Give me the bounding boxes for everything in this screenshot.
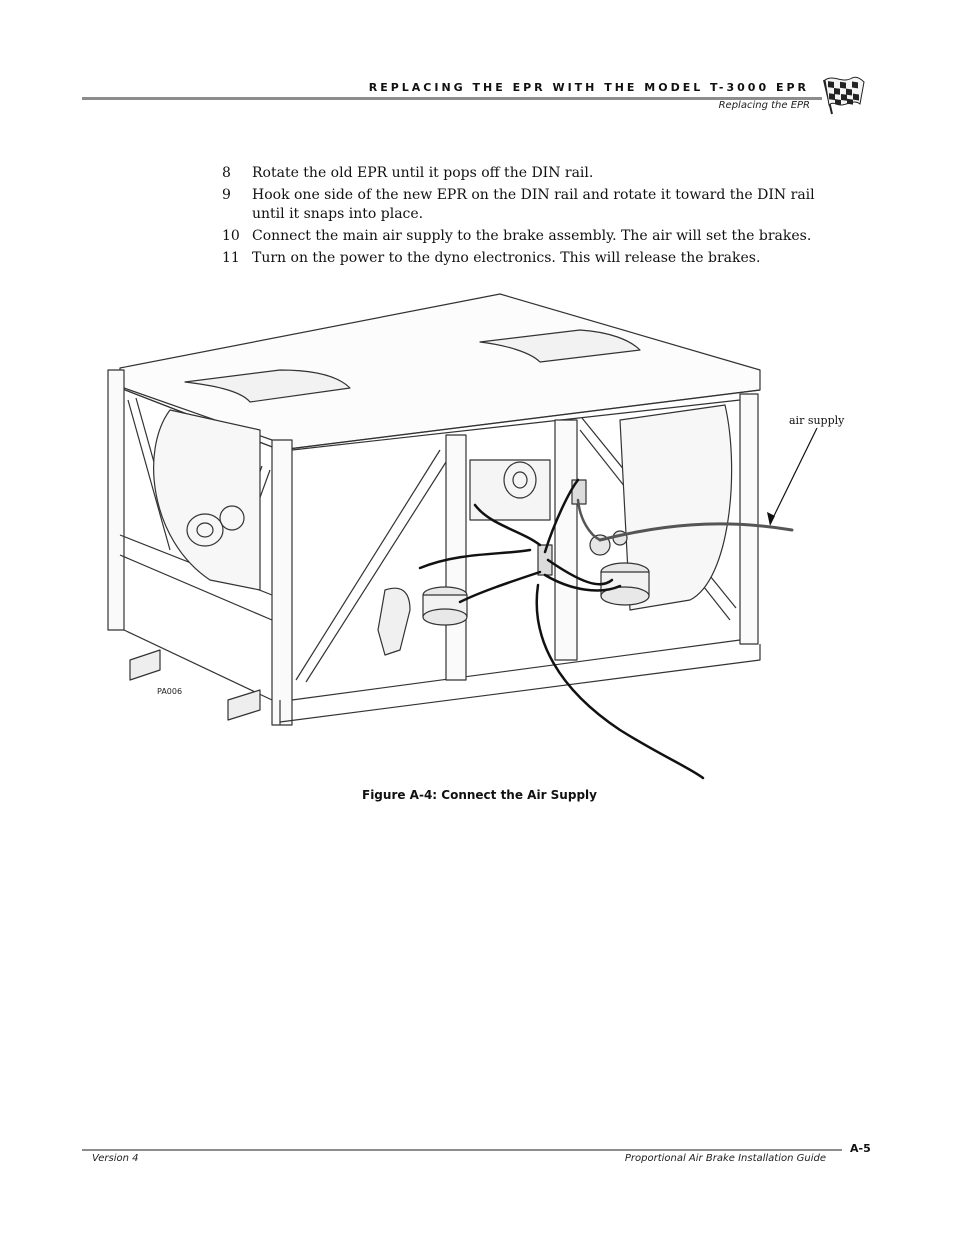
dyno-brake-assembly-drawing [100,290,845,785]
step-list [222,164,822,271]
step-text: Hook one side of the new EPR on the DIN rail and rotate it toward the DIN rail until it snaps into place. [252,187,815,222]
step-text: Turn on the power to the dyno electronics. This will release the brakes. [252,250,761,266]
footer-version: Version 4 [92,1153,139,1164]
step-number: 11 [222,250,240,266]
step-number: 9 [222,187,231,203]
step-number: 8 [222,165,231,181]
figure-caption: Figure A-4: Connect the Air Supply [362,788,597,802]
header-rule [82,97,822,100]
step-text: Connect the main air supply to the brake assembly. The air will set the brakes. [252,228,812,244]
step-number: 10 [222,228,240,244]
air-supply-callout: air supply [789,414,845,427]
footer-guide-title: Proportional Air Brake Installation Guide [624,1153,826,1164]
list-item [222,164,822,183]
list-item [222,186,822,224]
running-header-subtitle: Replacing the EPR [718,100,810,111]
checkered-flag-icon [820,74,866,116]
list-item [222,227,822,246]
step-text: Rotate the old EPR until it pops off the DIN rail. [252,165,594,181]
page-number: A-5 [850,1142,871,1155]
footer-rule [82,1149,842,1151]
drawing-id-label: PA006 [157,687,183,696]
list-item [222,249,822,268]
running-header-title: REPLACING THE EPR WITH THE MODEL T-3000 EPR [368,81,809,94]
